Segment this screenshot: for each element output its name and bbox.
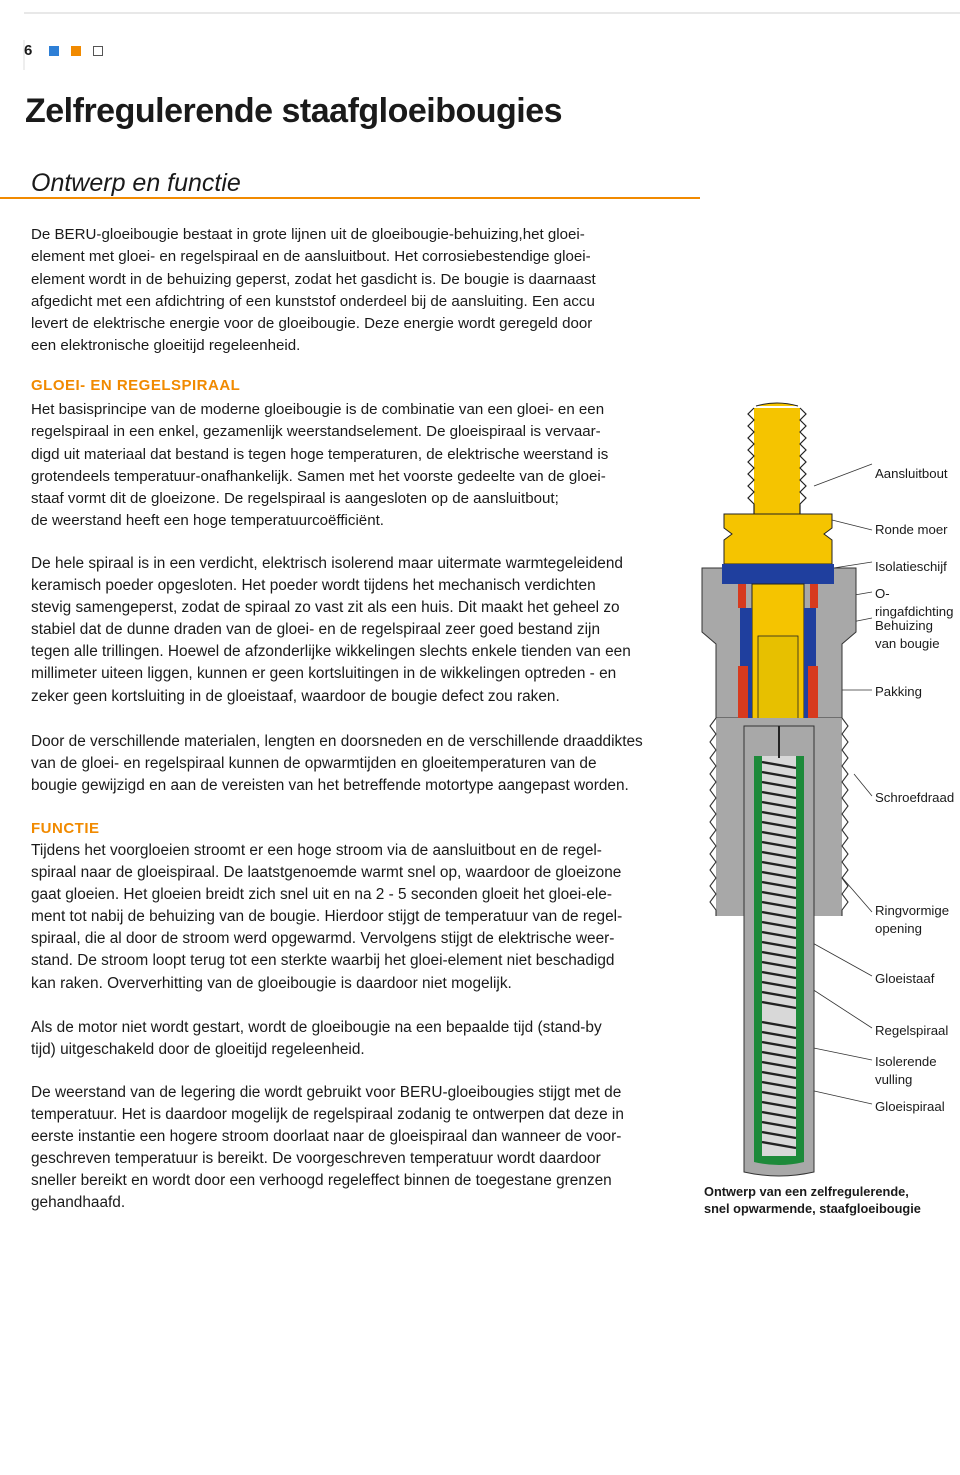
label-line: van bougie bbox=[875, 636, 940, 651]
text-line: Als de motor niet wordt gestart, wordt de gloeibougie na een bepaalde tijd (stand-by bbox=[31, 1019, 602, 1036]
text-line: temperatuur. Het is daardoor mogelijk de regelspiraal zodanig te ontwerpen dat deze in bbox=[31, 1106, 624, 1124]
label-isolerende-vulling bbox=[875, 1053, 937, 1089]
spiraal-paragraph-2 bbox=[31, 553, 631, 708]
text-line: grotendeels temperatuur-onafhankelijk. Samen met het voorste gedeelte van de gloei- bbox=[31, 467, 606, 485]
label-ringvormige-opening bbox=[875, 902, 949, 938]
blue-square-icon bbox=[49, 46, 59, 56]
text-line: element wordt in de behuizing geperst, zodat het gasdicht is. De bougie is daarnaast bbox=[31, 270, 596, 288]
glow-plug-diagram bbox=[696, 396, 880, 1180]
text-line: keramisch poeder opgesloten. Het poeder wordt tijdens het mechanisch verdichten bbox=[31, 577, 596, 595]
page-number: 6 bbox=[24, 42, 33, 59]
top-rule bbox=[24, 12, 960, 14]
spiraal-paragraph-3 bbox=[31, 731, 643, 797]
text-line: Het basisprincipe van de moderne gloeibougie is de combinatie van een gloei- en een bbox=[31, 401, 605, 418]
label-line: Ringvormige bbox=[875, 903, 950, 918]
text-line: element met gloei- en regelspiraal en de aansluitbout. Het corrosiebestendige gloei- bbox=[31, 248, 591, 266]
text-line: spiraal, die al door de stroom werd opgewarmd. Vervolgens stijgt de elektrische weer- bbox=[31, 930, 615, 948]
label-schroefdraad: Schroefdraad bbox=[875, 790, 955, 805]
caption-line: snel opwarmende, staafgloeibougie bbox=[704, 1201, 921, 1216]
round-nut bbox=[724, 514, 832, 564]
text-line: Tijdens het voorgloeien stroomt er een hoge stroom via de aansluitbout en de regel- bbox=[31, 842, 602, 859]
caption-line: Ontwerp van een zelfregulerende, bbox=[704, 1184, 909, 1199]
text-line: afgedicht met een afdichtring of een kunststof onderdeel bij de aansluiting. Een accu bbox=[31, 292, 595, 310]
text-line: bougie gewijzigd en aan de vereisten van het betreffende motortype aangepast worden. bbox=[31, 777, 629, 795]
label-aansluitbout: Aansluitbout bbox=[875, 466, 948, 481]
text-line: spiraal naar de gloeispiraal. De laatstgenoemde warmt snel op, waardoor de gloeizone bbox=[31, 864, 622, 882]
text-line: geschreven temperatuur is bereikt. De voorgeschreven temperatuur wordt daardoor bbox=[31, 1150, 601, 1168]
section-heading-spiraal: GLOEI- EN REGELSPIRAAL bbox=[31, 377, 241, 394]
text-line: sneller bereikt en wordt door een verhoogd regeleffect binnen de toegestane grenzen bbox=[31, 1172, 612, 1190]
text-line: De hele spiraal is in een verdicht, elektrisch isolerend maar uitermate warmtegeleidend bbox=[31, 555, 623, 572]
label-o-ring: O-ringafdichting bbox=[875, 586, 954, 619]
orange-square-icon bbox=[71, 46, 81, 56]
insulating-washer bbox=[722, 564, 834, 584]
label-line: opening bbox=[875, 921, 922, 936]
label-regelspiraal: Regelspiraal bbox=[875, 1023, 949, 1038]
label-line: Isolerende bbox=[875, 1054, 937, 1069]
control-coil bbox=[762, 756, 796, 1016]
o-ring-right bbox=[810, 584, 818, 608]
text-line: een elektronische gloeitijd regeleenheid. bbox=[31, 337, 301, 355]
text-line: regelspiraal in een enkel, gezamenlijk weerstandselement. De gloeispiraal is vervaar- bbox=[31, 423, 601, 441]
text-line: kan raken. Oververhitting van de gloeibougie is daardoor niet mogelijk. bbox=[31, 974, 512, 992]
text-line: stand. De stroom loopt terug tot een sterkte waarbij het gloei-element niet beschadigd bbox=[31, 952, 615, 970]
text-line: De BERU-gloeibougie bestaat in grote lijnen uit de gloeibougie-behuizing,het gloei- bbox=[31, 226, 585, 243]
label-line: vulling bbox=[875, 1072, 913, 1087]
text-line: staaf vormt dit de gloeizone. De regelspiraal is aangesloten op de aansluitbout; bbox=[31, 490, 559, 508]
label-gloeispiraal: Gloeispiraal bbox=[875, 1099, 945, 1114]
label-pakking: Pakking bbox=[875, 684, 922, 699]
text-line: gaat gloeien. Het gloeien breidt zich snel uit en na 2 - 5 seconden gloeit het gloei-ele- bbox=[31, 886, 612, 904]
text-line: Door de verschillende materialen, lengten en doorsneden en de verschillende draaddiktes bbox=[31, 733, 643, 750]
o-ring-left bbox=[738, 584, 746, 608]
text-line: zeker geen kortsluiting in de gloeistaaf, waardoor de bougie defect zou raken. bbox=[31, 687, 560, 705]
text-line: eerste instantie een hogere stroom doorlaat naar de gloeispiraal dan wanneer de voor- bbox=[31, 1128, 622, 1146]
label-ronde-moer: Ronde moer bbox=[875, 522, 948, 537]
page-subtitle: Ontwerp en functie bbox=[31, 169, 241, 197]
intro-paragraph bbox=[31, 224, 596, 358]
connection-bolt bbox=[748, 403, 806, 514]
text-line: stevig samengeperst, zodat de spiraal zo vast zit als een huis. Dit maakt het geheel zo bbox=[31, 599, 620, 617]
text-line: stabiel dat de dunne draden van de gloei- en de regelspiraal zeer goed bestand zijn bbox=[31, 621, 601, 639]
diagram-caption bbox=[704, 1183, 921, 1217]
spiraal-paragraph-1 bbox=[31, 399, 608, 533]
text-line: millimeter uiteen liggen, kunnen er geen kortsluitingen in de wikkelingen optreden - en bbox=[31, 665, 617, 683]
functie-paragraph-3 bbox=[31, 1082, 624, 1215]
label-behuizing bbox=[875, 617, 940, 653]
section-heading-functie: FUNCTIE bbox=[31, 820, 100, 837]
label-isolatieschijf: Isolatieschijf bbox=[875, 559, 947, 574]
functie-paragraph-1 bbox=[31, 840, 622, 995]
section-rule bbox=[0, 197, 700, 199]
text-line: gehandhaafd. bbox=[31, 1194, 126, 1212]
text-line: tegen alle trillingen. Hoewel de afzonderlijke wikkelingen slechts enkele tienden van een bbox=[31, 643, 631, 661]
text-line: tijd) uitgeschakeld door de gloeitijd regeleenheid. bbox=[31, 1041, 365, 1059]
text-line: De weerstand van de legering die wordt gebruikt voor BERU-gloeibougies stijgt met de bbox=[31, 1084, 622, 1101]
text-line: levert de elektrische energie voor de gloeibougie. Deze energie wordt geregeld door bbox=[31, 315, 593, 333]
text-line: ment tot nabij de behuizing van de bougie. Hierdoor stijgt de temperatuur van de regel- bbox=[31, 908, 623, 926]
page-title: Zelfregulerende staafgloeibougies bbox=[25, 92, 563, 130]
text-line: van de gloei- en regelspiraal kunnen de opwarmtijden en gloeitemperaturen van de bbox=[31, 755, 597, 773]
label-gloeistaaf: Gloeistaaf bbox=[875, 971, 935, 986]
text-line: de weerstand heeft een hoge temperatuurcoëfficiënt. bbox=[31, 512, 384, 530]
glow-coil bbox=[762, 1016, 796, 1156]
functie-paragraph-2 bbox=[31, 1017, 602, 1061]
empty-square-icon bbox=[93, 46, 103, 56]
label-line: Behuizing bbox=[875, 618, 933, 633]
text-line: digd uit materiaal dat bestand is tegen hoge temperaturen, de elektrische weerstand is bbox=[31, 445, 609, 463]
